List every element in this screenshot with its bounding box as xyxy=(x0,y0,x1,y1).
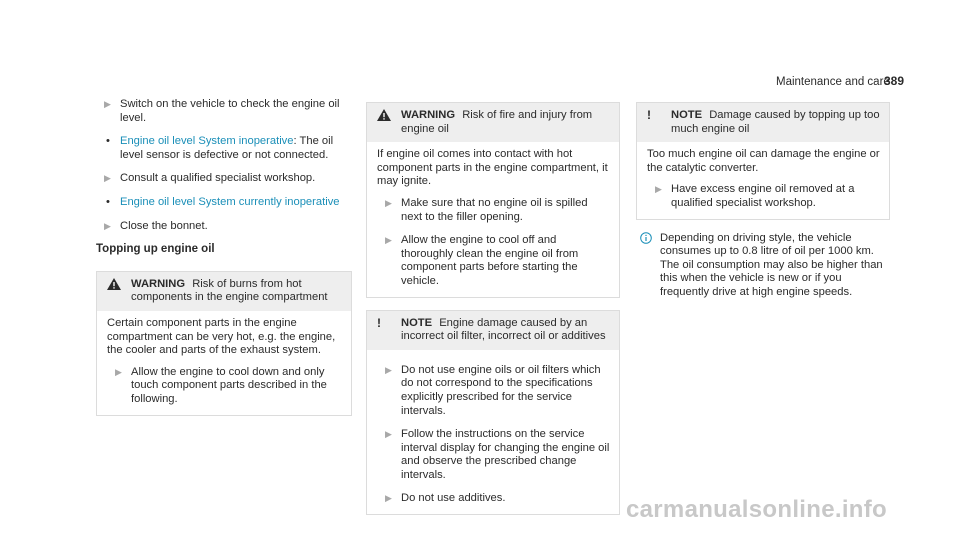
note-body: Too much engine oil can damage the engine or the catalytic converter. xyxy=(647,148,880,174)
arrow-right-icon: ▶ xyxy=(385,493,392,504)
warning-triangle-icon xyxy=(107,278,121,295)
warning-body: If engine oil comes into contact with hot component parts in the engine compartment, it may ignite. xyxy=(377,148,608,188)
exclamation-icon: ! xyxy=(377,315,381,330)
warning-title: Risk of fire and injury from engine oil xyxy=(401,109,593,135)
exclamation-icon: ! xyxy=(647,108,651,122)
arrow-right-icon: ▶ xyxy=(104,99,111,109)
step-close-bonnet: ▶ Close the bonnet. xyxy=(104,219,208,232)
note-step: ▶ Have excess engine oil removed at a qualified specialist workshop. xyxy=(655,183,855,209)
display-message-link[interactable]: Engine oil level System currently inoperative xyxy=(120,195,340,208)
section-heading: Topping up engine oil xyxy=(96,243,215,256)
arrow-right-icon: ▶ xyxy=(385,235,392,246)
watermark: carmanualsonline.info xyxy=(626,496,888,523)
info-circle-icon xyxy=(640,232,652,249)
warning-triangle-icon xyxy=(377,109,391,126)
section-title: Maintenance and care xyxy=(776,76,890,88)
arrow-right-icon: ▶ xyxy=(655,184,662,195)
note-box-overfill xyxy=(636,102,890,220)
arrow-right-icon: ▶ xyxy=(385,364,392,375)
warning-title: Risk of burns from hot components in the engine compartment xyxy=(131,277,328,304)
warning-step: ▶ Allow the engine to cool down and only touch component parts described in the following. xyxy=(115,365,327,405)
status-message-currently-inoperative xyxy=(96,196,352,210)
warning-step: ▶ Make sure that no engine oil is spilled next to the filler opening. xyxy=(385,196,588,223)
column-3 xyxy=(636,102,890,300)
column-2 xyxy=(366,102,620,515)
note-label: NOTE xyxy=(401,316,433,329)
arrow-right-icon: ▶ xyxy=(115,366,122,377)
bullet-icon: • xyxy=(106,195,110,208)
page-number: 389 xyxy=(884,74,905,88)
warning-header xyxy=(97,272,351,311)
warning-step: ▶ Allow the engine to cool off and thoroughly clean the engine oil from component parts before starting the vehicle. xyxy=(385,234,579,287)
warning-box-fire xyxy=(366,102,620,298)
note-title: Engine damage caused by an incorrect oil filter, incorrect oil or additives xyxy=(401,316,606,343)
arrow-right-icon: ▶ xyxy=(104,173,111,184)
step-switch-on: ▶ Switch on the vehicle to check the engine oil level. xyxy=(104,98,340,124)
note-header xyxy=(367,311,619,350)
info-note: Depending on driving style, the vehicle consumes up to 0.8 litre of oil per 1000 km. The oil consumption may also be higher than this when the vehicle is new or if you frequently drive at high engine speeds. xyxy=(636,232,890,300)
warning-label: WARNING xyxy=(131,277,186,290)
step-consult-workshop: ▶ Consult a qualified specialist workshop. xyxy=(104,172,316,185)
note-header xyxy=(637,103,889,142)
status-message-inoperative: • Engine oil level System inoperative: The oil level sensor is defective or not connected. xyxy=(106,135,334,161)
warning-box-burns xyxy=(96,271,352,416)
warning-header xyxy=(367,103,619,142)
note-title: Damage caused by topping up too much engine oil xyxy=(671,109,880,135)
arrow-right-icon: ▶ xyxy=(104,220,111,231)
arrow-right-icon: ▶ xyxy=(385,197,392,208)
note-step: ▶ Do not use engine oils or oil filters which do not correspond to the specifications explicitly prescribed for the service intervals. xyxy=(385,363,601,417)
note-box-engine-damage xyxy=(366,310,620,516)
note-step: ▶ Follow the instructions on the service interval display for changing the engine oil and observe the prescribed change intervals. xyxy=(385,428,610,481)
warning-label: WARNING xyxy=(401,109,456,121)
warning-body: Certain component parts in the engine compartment can be very hot, e.g. the engine, the cooler and parts of the exhaust system. xyxy=(107,316,336,357)
note-label: NOTE xyxy=(671,109,703,121)
display-message-link[interactable]: Engine oil level System inoperative xyxy=(120,135,294,148)
column-1 xyxy=(96,98,352,416)
note-step: ▶ Do not use additives. xyxy=(385,492,506,505)
bullet-icon: • xyxy=(106,135,110,148)
arrow-right-icon: ▶ xyxy=(385,429,392,440)
